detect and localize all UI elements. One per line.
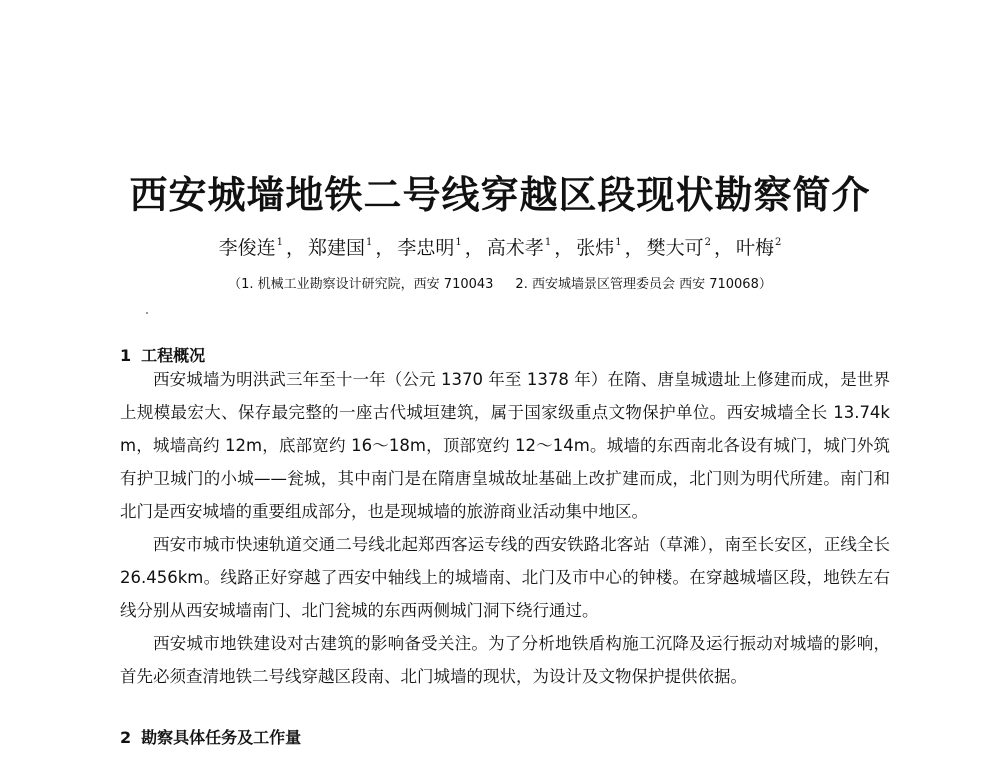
author-separator: ， — [624, 237, 644, 259]
section-heading-2: 2 勘察具体任务及工作量 — [120, 728, 302, 747]
author: 叶梅$^2$ — [736, 237, 782, 259]
author: 李忠明$^1$ — [397, 237, 462, 259]
author: 樊大可$^2$ — [646, 237, 711, 259]
paragraph-2: 西安市城市快速轨道交通二号线北起郑西客运专线的西安铁路北客站（草滩），南至长安区，正线全长 26.456km。线路正好穿越了西安中轴线上的城墙南、北门及市中心的钟楼。在穿越城墙区段，地铁左右线分别从西安城墙南门、北门瓮城的东西两侧城门洞下绕行通过。 — [120, 535, 890, 620]
author-separator: ， — [375, 237, 395, 259]
author: 高术孝$^1$ — [486, 237, 552, 259]
author: 郑建国$^1$ — [307, 237, 373, 259]
paragraph-3: 西安城市地铁建设对古建筑的影响备受关注。为了分析地铁盾构施工沉降及运行振动对城墙的影响，首先必须查清地铁二号线穿越区段南、北门城墙的现状，为设计及文物保护提供依据。 — [120, 634, 890, 686]
author-separator: ， — [464, 237, 484, 259]
section-heading-1: 1 工程概况 — [120, 346, 206, 365]
scan-speck — [146, 312, 148, 314]
author: 张炜$^1$ — [576, 237, 622, 259]
affiliation-1: 1. 机械工业勘察设计研究院，西安 710043 — [241, 277, 494, 292]
paragraph-1: 西安城墙为明洪武三年至十一年（公元 1370 年至 1378 年）在隋、唐皇城遗址上修建而成，是世界上规模最宏大、保存最完整的一座古代城垣建筑，属于国家级重点文物保护单位。西安城墙全长 13.74km，城墙高约 12m，底部宽约 16～18m，顶部宽约 12～14m。城墙的东西南北各设有城门，城门外筑有护卫城门的小城——瓮城，其中南门是在隋唐皇城故址基础上改扩建而成，北门则为明代所建。南门和北门是西安城墙的重要组成部分，也是现城墙的旅游商业活动集中地区。 — [120, 370, 890, 521]
author-separator: ， — [554, 237, 574, 259]
author-separator: ， — [714, 237, 734, 259]
affiliation-line: （1. 机械工业勘察设计研究院，西安 710043 2. 西安城墙景区管理委员会 西安 710068） — [228, 277, 772, 292]
affiliation-2: 2. 西安城墙景区管理委员会 西安 710068 — [515, 277, 759, 292]
paper-title: 西安城墙地铁二号线穿越区段现状勘察简介 — [129, 172, 871, 218]
author-list — [0, 230, 1000, 261]
author: 李俊连$^1$ — [218, 237, 283, 259]
author-separator: ， — [285, 237, 305, 259]
